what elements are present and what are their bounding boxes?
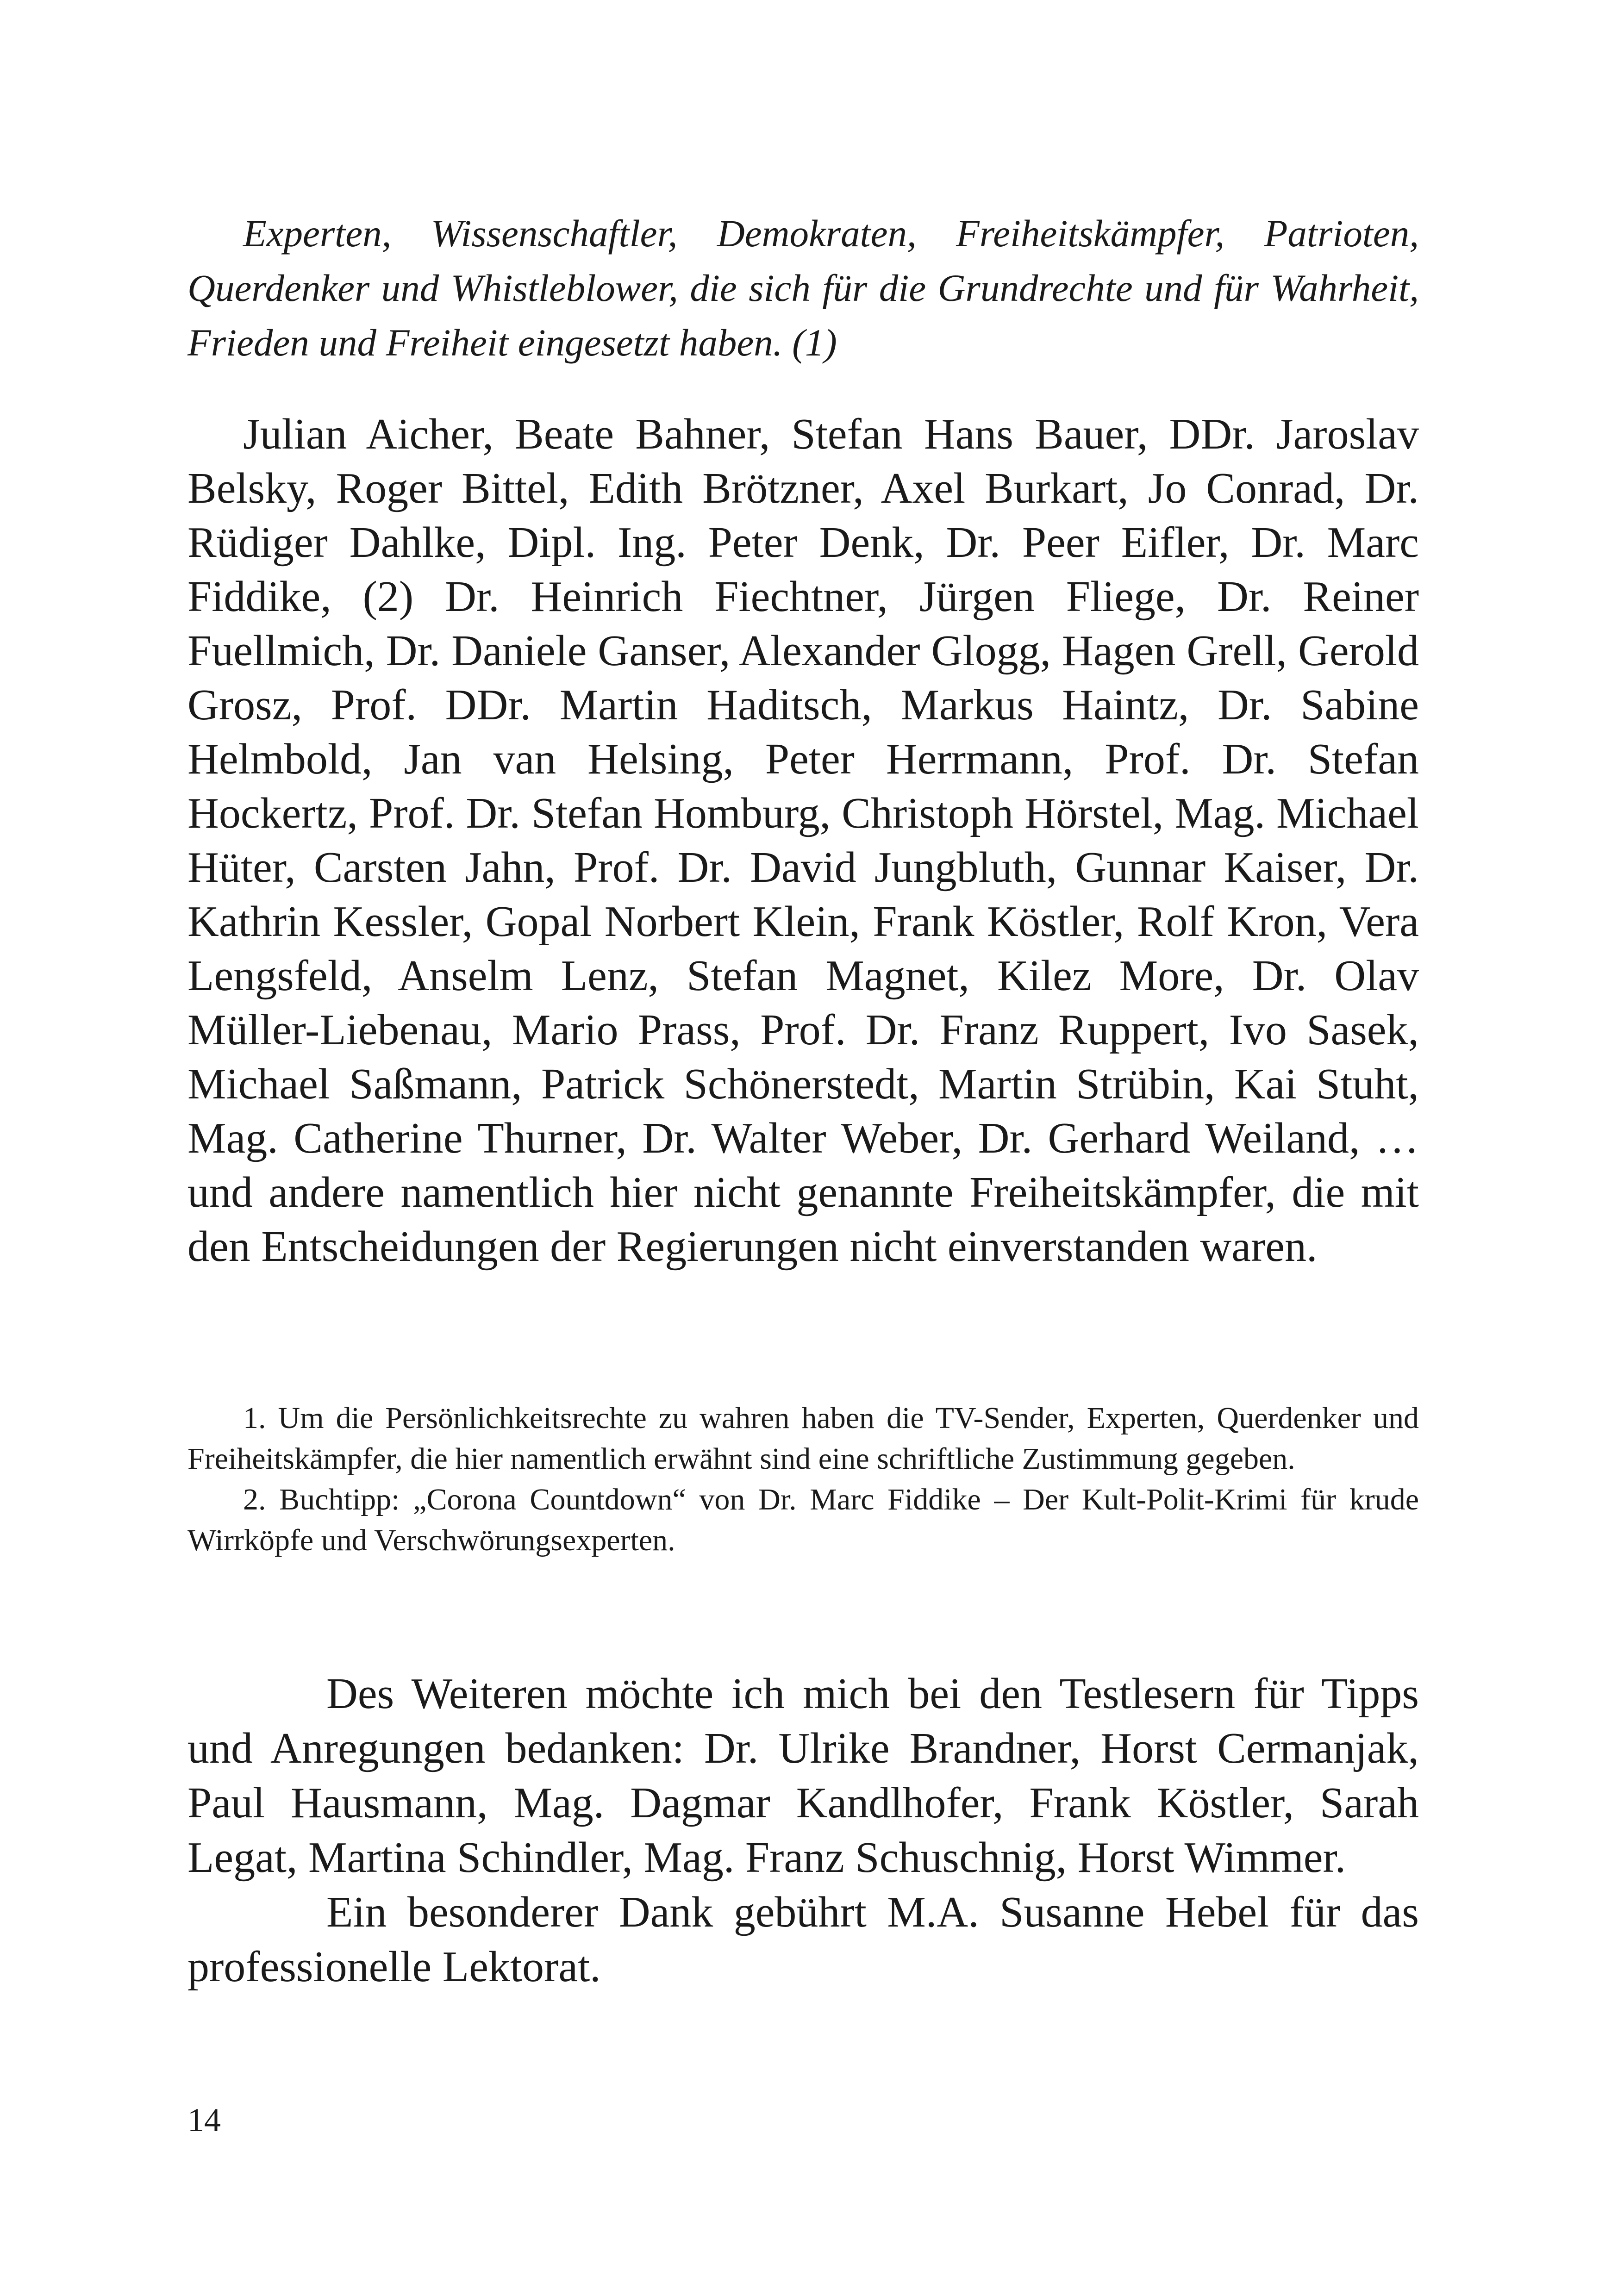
names-paragraph: Julian Aicher, Beate Bahner, Stefan Hans Bauer, DDr. Jaroslav Belsky, Roger Bittel, Edith Brötzner, Axel Burkart, Jo Conrad, Dr. Rüdiger Dahlke, Dipl. Ing. Peter Denk, Dr. Peer Eifler, Dr. Marc Fiddike, (2) Dr. Heinrich Fiechtner, Jürgen Fliege, Dr. Reiner Fuellmich, Dr. Daniele Ganser, Alexander Glogg, Hagen Grell, Gerold Grosz, Prof. DDr. Martin Haditsch, Markus Haintz, Dr. Sabine Helmbold, Jan van Helsing, Peter Herrmann, Prof. Dr. Stefan Hockertz, Prof. Dr. Stefan Homburg, Christoph Hörstel, Mag. Michael Hüter, Carsten Jahn, Prof. Dr. David Jungbluth, Gunnar Kaiser, Dr. Kathrin Kessler, Gopal Norbert Klein, Frank Köstler, Rolf Kron, Vera Lengsfeld, Anselm Lenz, Stefan Magnet, Kilez More, Dr. Olav Müller-Liebenau, Mario Prass, Prof. Dr. Franz Ruppert, Ivo Sasek, Michael Saßmann, Patrick Schönerstedt, Martin Strübin, Kai Stuht, Mag. Catherine Thurner, Dr. Walter Weber, Dr. Gerhard Weiland, … und andere namentlich hier nicht genannte Freiheitskämpfer, die mit den Entscheidungen der Regierungen nicht einverstanden waren. [187, 410, 1419, 1271]
footnote-1: 1. Um die Persönlichkeitsrechte zu wahren haben die TV-Sender, Experten, Querdenker und Freiheitskämpfer, die hier namentlich erwähnt sind eine schriftliche Zustimmung gegeben. [187, 1401, 1419, 1476]
page-number: 14 [187, 2102, 221, 2139]
acknowledgements [187, 1666, 1419, 1994]
thanks-paragraph-testers: Des Weiteren möchte ich mich bei den Testlesern für Tipps und Anregungen bedanken: Dr. Ulrike Brandner, Horst Cermanjak, Paul Hausmann, Mag. Dagmar Kandlhofer, Frank Köstler, Sarah Legat, Martina Schindler, Mag. Franz Schuschnig, Horst Wimmer. [187, 1670, 1419, 1882]
intro-paragraph: Experten, Wissenschaftler, Demokraten, Freiheitskämpfer, Patrioten, Querdenker und Whistleblower, die sich für die Grundrechte und für Wahrheit, Frieden und Freiheit eingesetzt haben. (1) [187, 212, 1419, 364]
footnotes [187, 1398, 1419, 1561]
footnote-2: 2. Buchtipp: „Corona Countdown“ von Dr. Marc Fiddike – Der Kult-Polit-Krimi für krude Wirrköpfe und Verschwörungsexperten. [187, 1483, 1419, 1557]
thanks-paragraph-editor: Ein besonderer Dank gebührt M.A. Susanne Hebel für das professionelle Lektorat. [187, 1888, 1419, 1991]
